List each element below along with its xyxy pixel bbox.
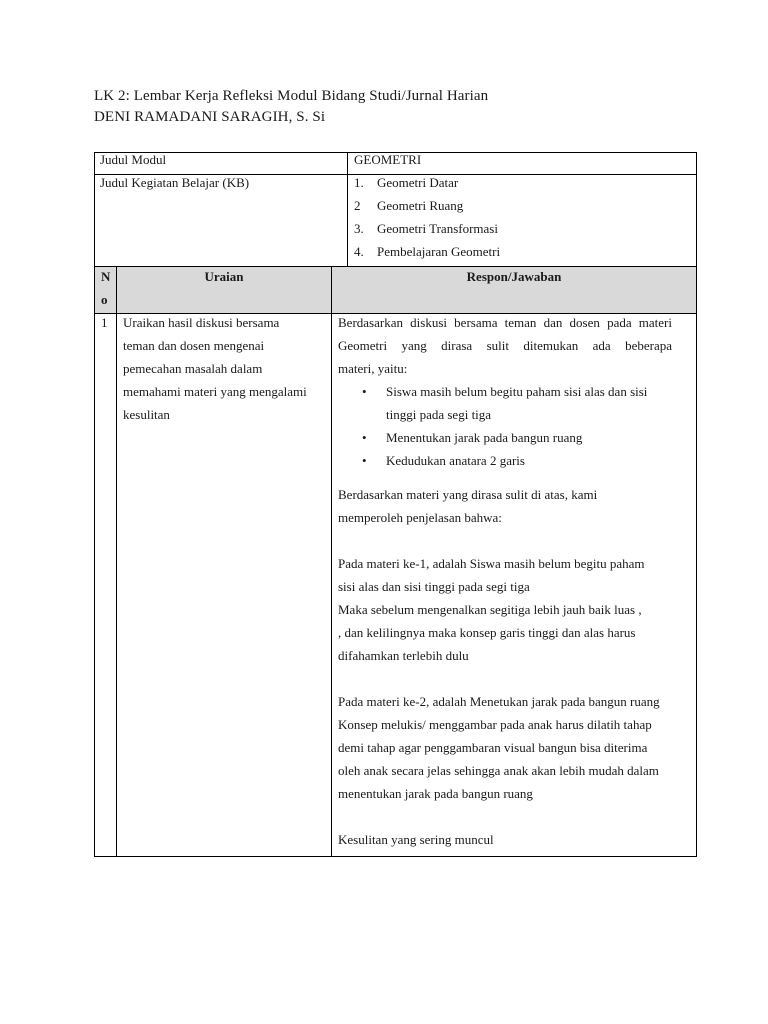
row-number: 1 (101, 315, 108, 330)
response-paragraph: Pada materi ke-2, adalah Menetukan jarak pada bangun ruang Konsep melukis/ menggambar pada anak harus dilatih tahap demi tahap agar penggambaran visual bangun bisa diterima oleh anak secara jelas sehingga anak akan lebih mudah dalam menentukan jarak pada bangun ruang (338, 694, 660, 801)
author-name: DENI RAMADANI SARAGIH, S. Si (94, 109, 326, 125)
bullet-item: • Siswa masih belum begitu paham sisi alas dan sisi tinggi pada segi tiga (362, 380, 692, 426)
response-intro: Berdasarkan diskusi bersama teman dan dosen pada materi Geometri yang dirasa sulit ditemukan ada beberapa materi, yaitu: (338, 315, 672, 376)
list-item: 3. Geometri Transformasi (354, 221, 498, 236)
bullet-item: • Kedudukan anatara 2 garis (362, 449, 692, 472)
table-border-bottom (94, 856, 697, 857)
list-item: 4. Pembelajaran Geometri (354, 244, 501, 259)
response-paragraph: Kesulitan yang sering muncul (338, 832, 494, 847)
uraian-header: Uraian (204, 269, 244, 284)
document-title: LK 2: Lembar Kerja Refleksi Modul Bidang Studi/Jurnal Harian (94, 88, 489, 104)
uraian-text: Uraikan hasil diskusi bersama teman dan dosen mengenai pemecahan masalah dalam memahami materi yang mengalami kesulitan (123, 315, 307, 422)
bullet-dot-icon: • (362, 430, 367, 445)
table-border-right (696, 152, 697, 857)
bullet-dot-icon: • (362, 384, 367, 399)
module-title-label: Judul Modul (100, 152, 167, 167)
list-item: 2 Geometri Ruang (354, 198, 464, 213)
no-header: o (101, 292, 108, 307)
activity-list (354, 171, 684, 263)
column-divider (331, 266, 332, 857)
bullet-item: • Menentukan jarak pada bangun ruang (362, 426, 692, 449)
response-paragraph: Berdasarkan materi yang dirasa sulit di atas, kami memperoleh penjelasan bahwa: (338, 487, 598, 525)
module-title-value: GEOMETRI (354, 152, 422, 167)
response-paragraph: Pada materi ke-1, adalah Siswa masih belum begitu paham sisi alas dan sisi tinggi pada segi tiga Maka sebelum mengenalkan segitiga lebih jauh baik luas , , dan kelilingnya maka konsep garis tinggi dan alas harus difahamkan terlebih dulu (338, 556, 645, 663)
reflection-table (94, 152, 697, 857)
table-border-left (94, 152, 95, 857)
column-divider (347, 152, 348, 267)
activity-title-label: Judul Kegiatan Belajar (KB) (100, 175, 250, 190)
bullet-dot-icon: • (362, 453, 367, 468)
column-divider (116, 266, 117, 857)
respon-header: Respon/Jawaban (466, 269, 562, 284)
list-item: 1. Geometri Datar (354, 175, 459, 190)
no-header: N (101, 269, 111, 284)
